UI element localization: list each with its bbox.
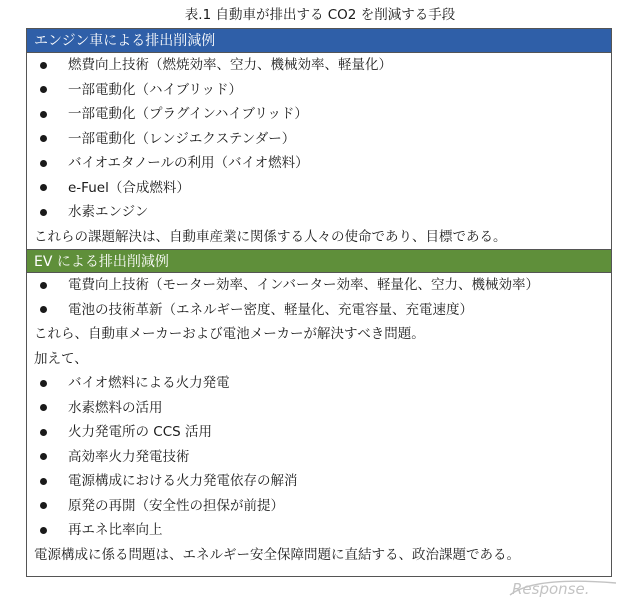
bullet-icon — [40, 135, 47, 142]
list-item: 電池の技術革新（エネルギー密度、軽量化、充電容量、充電速度） — [34, 298, 611, 323]
bullet-icon — [40, 502, 47, 509]
bullet-icon — [40, 184, 47, 191]
list-item: 一部電動化（プラグインハイブリッド） — [34, 102, 611, 127]
engine-summary: これらの課題解決は、自動車産業に関係する人々の使命であり、目標である。 — [34, 228, 507, 245]
ev-section-body — [27, 273, 611, 567]
ev-summary: 電源構成に係る問題は、エネルギー安全保障問題に直結する、政治課題である。 — [34, 546, 520, 563]
bullet-icon — [40, 380, 47, 387]
bullet-icon — [40, 453, 47, 460]
list-item: e-Fuel（合成燃料） — [34, 176, 611, 201]
list-item: バイオ燃料による火力発電 — [34, 371, 611, 396]
bullet-icon — [40, 282, 47, 289]
bullet-icon — [40, 62, 47, 69]
co2-reduction-table — [26, 28, 612, 577]
list-item: 電費向上技術（モーター効率、インバーター効率、軽量化、空力、機械効率） — [34, 273, 611, 298]
bullet-icon — [40, 478, 47, 485]
ev-note: これら、自動車メーカーおよび電池メーカーが解決すべき問題。 — [34, 326, 425, 342]
list-item: 火力発電所の CCS 活用 — [34, 420, 611, 445]
engine-section-body — [27, 53, 611, 249]
watermark-text: Response. — [512, 580, 590, 598]
addition-label: 加えて、 — [34, 350, 88, 367]
response-logo — [508, 577, 620, 599]
ev-section-header: EV による排出削減例 — [27, 249, 611, 273]
table-caption: 表.1 自動車が排出する CO2 を削減する手段 — [184, 7, 456, 23]
list-item: 水素燃料の活用 — [34, 396, 611, 421]
bullet-icon — [40, 86, 47, 93]
list-item: 高効率火力発電技術 — [34, 445, 611, 470]
bullet-icon — [40, 404, 47, 411]
list-item: 水素エンジン — [34, 200, 611, 225]
response-logo-icon — [508, 577, 620, 599]
bullet-icon — [40, 306, 47, 313]
list-item: バイオエタノールの利用（バイオ燃料） — [34, 151, 611, 176]
list-item: 再エネ比率向上 — [34, 518, 611, 543]
list-item: 原発の再開（安全性の担保が前提） — [34, 494, 611, 519]
list-item: 一部電動化（ハイブリッド） — [34, 78, 611, 103]
list-item: 電源構成における火力発電依存の解消 — [34, 469, 611, 494]
bullet-icon — [40, 111, 47, 118]
list-item: 燃費向上技術（燃焼効率、空力、機械効率、軽量化） — [34, 53, 611, 78]
bullet-icon — [40, 160, 47, 167]
engine-section-header: エンジン車による排出削減例 — [27, 29, 611, 53]
bullet-icon — [40, 527, 47, 534]
list-item: 一部電動化（レンジエクステンダー） — [34, 127, 611, 152]
bullet-icon — [40, 209, 47, 216]
bullet-icon — [40, 429, 47, 436]
